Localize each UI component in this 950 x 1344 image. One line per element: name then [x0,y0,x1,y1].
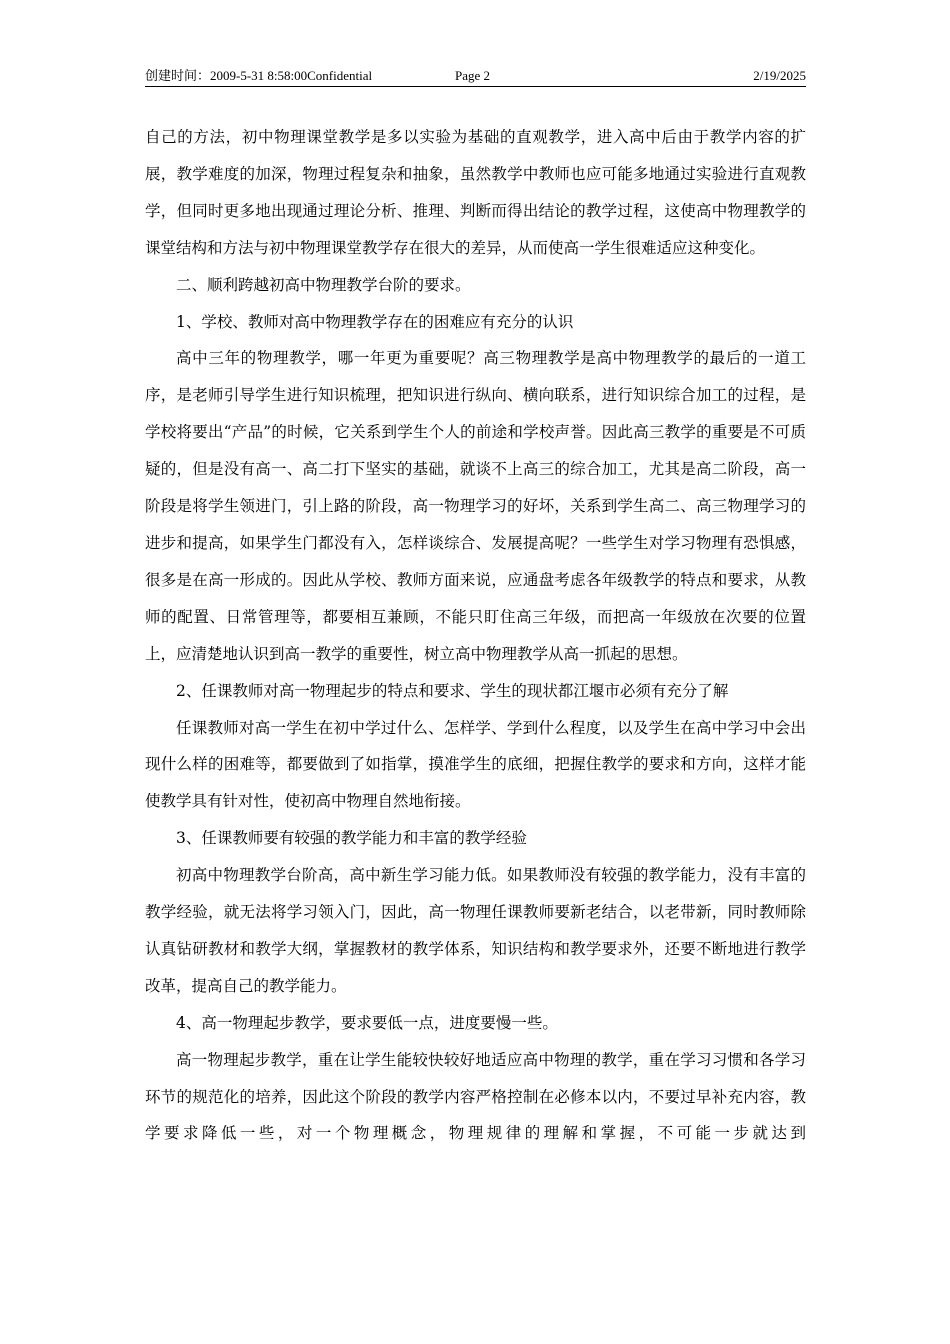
paragraph-starting-teaching: 高一物理起步教学，重在让学生能较快较好地适应高中物理的教学，重在学习习惯和各学习环节的规范化的培养，因此这个阶段的教学内容严格控制在必修本以内，不要过早补充内容，教学要求降低一些，对一个物理概念，物理规律的理解和掌握，不可能一步就达到 [145,1050,806,1143]
paragraph-teaching-ability: 初高中物理教学台阶高，高中新生学习能力低。如果教师没有较强的教学能力，没有丰富的教学经验，就无法将学习领入门，因此，高一物理任课教师要新老结合，以老带新，同时教师除认真钻研教材和教学大纲，掌握教材的教学体系，知识结构和教学要求外，还要不断地进行教学改革，提高自己的教学能力。 [145,866,806,995]
page-header [145,66,806,87]
paragraph-continued-intro: 自己的方法，初中物理课堂教学是多以实验为基础的直观教学，进入高中后由于教学内容的扩展，教学难度的加深，物理过程复杂和抽象，虽然教学中教师也应可能多地通过实验进行直观教学，但同时更多地出现通过理论分析、推理、判断而得出结论的教学过程，这使高中物理教学的课堂结构和方法与初中物理课堂教学存在很大的差异，从而使高一学生很难适应这种变化。 [145,128,806,257]
subheading-1: 1、学校、教师对高中物理教学存在的困难应有充分的认识 [176,312,574,331]
section-heading-2: 二、顺利跨越初高中物理教学台阶的要求。 [176,275,471,294]
document-body [145,119,806,1152]
subheading-4: 4、高一物理起步教学，要求要低一点，进度要慢一些。 [176,1013,558,1032]
paragraph-teacher-understanding: 任课教师对高一学生在初中学过什么、怎样学、学到什么程度，以及学生在高中学习中会出现什么样的困难等，都要做到了如指掌，摸准学生的底细，把握住教学的要求和方向，这样才能使教学具有针对性，使初高中物理自然地衔接。 [145,718,806,811]
subheading-3: 3、任课教师要有较强的教学能力和丰富的教学经验 [176,829,527,848]
header-page-number: Page 2 [455,68,491,83]
subheading-2: 2、任课教师对高一物理起步的特点和要求、学生的现状都江堰市必须有充分了解 [176,681,729,700]
header-date: 2/19/2025 [753,68,806,83]
paragraph-grade-importance: 高中三年的物理教学，哪一年更为重要呢？高三物理教学是高中物理教学的最后的一道工序，是老师引导学生进行知识梳理，把知识进行纵向、横向联系，进行知识综合加工的过程，是学校将要出“产品”的时候，它关系到学生个人的前途和学校声誉。因此高三教学的重要是不可质疑的，但是没有高一、高二打下坚实的基础，就谈不上高三的综合加工，尤其是高二阶段，高一阶段是将学生领进门，引上路的阶段，高一物理学习的好坏，关系到学生高二、高三物理学习的进步和提高，如果学生门都没有入，怎样谈综合、发展提高呢？一些学生对学习物理有恐惧感，很多是在高一形成的。因此从学校、教师方面来说，应通盘考虑各年级教学的特点和要求，从教师的配置、日常管理等，都要相互兼顾，不能只盯住高三年级，而把高一年级放在次要的位置上，应清楚地认识到高一教学的重要性，树立高中物理教学从高一抓起的思想。 [145,349,806,663]
header-created-time: 创建时间：2009-5-31 8:58:00Confidential [145,68,373,83]
